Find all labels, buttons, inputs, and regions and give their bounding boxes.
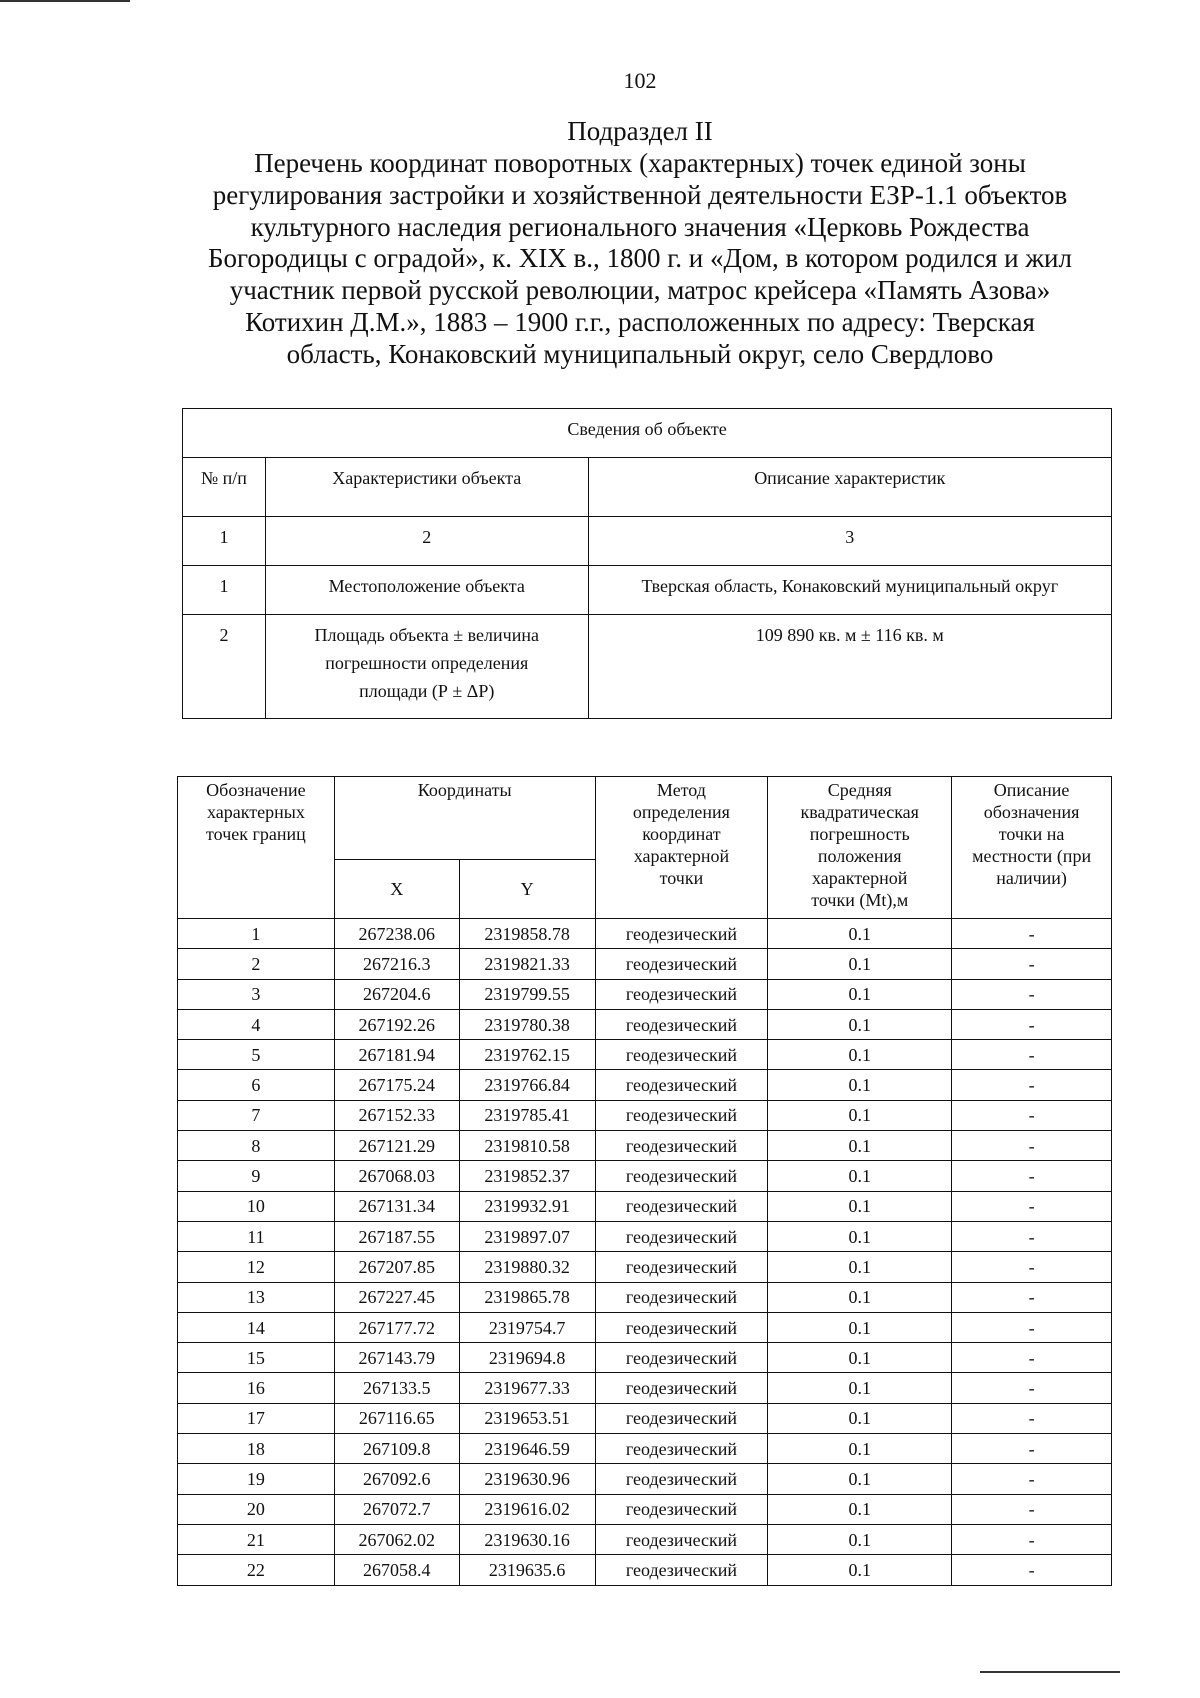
point-header	[178, 777, 335, 919]
error-value: 0.1	[768, 1161, 952, 1191]
header-line: характерной	[633, 846, 730, 866]
method-value: геодезический	[595, 1555, 768, 1585]
method-value: геодезический	[595, 1221, 768, 1251]
table-row	[178, 1282, 1112, 1312]
x-coordinate: 267062.02	[334, 1524, 459, 1554]
description-value: -	[952, 1282, 1112, 1312]
method-value: геодезический	[595, 1252, 768, 1282]
point-number: 1	[178, 919, 335, 949]
y-coordinate: 2319762.15	[459, 1040, 595, 1070]
point-number: 13	[178, 1282, 335, 1312]
header-line: Средняя	[827, 780, 892, 800]
table-row	[178, 919, 1112, 949]
method-value: геодезический	[595, 1434, 768, 1464]
document-heading	[178, 148, 1102, 371]
point-number: 14	[178, 1312, 335, 1342]
table-row	[183, 566, 1112, 615]
x-coordinate: 267116.65	[334, 1403, 459, 1433]
x-coordinate: 267181.94	[334, 1040, 459, 1070]
description-header	[952, 777, 1112, 919]
x-coordinate: 267058.4	[334, 1555, 459, 1585]
table-row	[178, 1040, 1112, 1070]
method-value: геодезический	[595, 1464, 768, 1494]
method-value: геодезический	[595, 1282, 768, 1312]
table-row	[178, 1131, 1112, 1161]
heading-line: область, Конаковский муниципальный округ, село Свердлово	[286, 338, 994, 369]
description-value: -	[952, 1161, 1112, 1191]
table-row	[178, 1494, 1112, 1524]
description-value: -	[952, 1040, 1112, 1070]
method-value: геодезический	[595, 1343, 768, 1373]
error-value: 0.1	[768, 1373, 952, 1403]
characteristic-description: 109 890 кв. м ± 116 кв. м	[588, 615, 1111, 719]
x-coordinate: 267131.34	[334, 1191, 459, 1221]
description-value: -	[952, 1191, 1112, 1221]
method-value: геодезический	[595, 1312, 768, 1342]
header-line: наличии)	[996, 868, 1067, 888]
error-value: 0.1	[768, 1464, 952, 1494]
header-line: положения	[817, 846, 902, 866]
description-value: -	[952, 1373, 1112, 1403]
heading-line: Котихин Д.М.», 1883 – 1900 г.г., расположенных по адресу: Тверская	[245, 306, 1035, 337]
error-value: 0.1	[768, 1100, 952, 1130]
column-number: 3	[588, 517, 1111, 566]
scan-edge-line	[0, 0, 130, 2]
column-header: № п/п	[183, 458, 266, 517]
header-line: точки на	[998, 824, 1065, 844]
y-coordinate: 2319865.78	[459, 1282, 595, 1312]
x-coordinate: 267175.24	[334, 1070, 459, 1100]
header-line: определения	[632, 802, 730, 822]
table-row	[178, 1464, 1112, 1494]
row-number: 1	[183, 566, 266, 615]
method-value: геодезический	[595, 919, 768, 949]
row-number: 2	[183, 615, 266, 719]
description-value: -	[952, 1312, 1112, 1342]
description-value: -	[952, 1464, 1112, 1494]
y-coordinate: 2319821.33	[459, 949, 595, 979]
table-row	[178, 1524, 1112, 1554]
x-coordinate: 267121.29	[334, 1131, 459, 1161]
characteristic-name-line: площади (Р ± ΔР)	[359, 681, 495, 701]
header-line: точки	[659, 868, 704, 888]
method-value: геодезический	[595, 1524, 768, 1554]
error-header	[768, 777, 952, 919]
point-number: 9	[178, 1161, 335, 1191]
table-row	[178, 1434, 1112, 1464]
error-value: 0.1	[768, 1131, 952, 1161]
error-value: 0.1	[768, 1343, 952, 1373]
x-coordinate: 267109.8	[334, 1434, 459, 1464]
description-value: -	[952, 1100, 1112, 1130]
y-coordinate: 2319616.02	[459, 1494, 595, 1524]
description-value: -	[952, 1434, 1112, 1464]
x-coordinate: 267152.33	[334, 1100, 459, 1130]
y-coordinate: 2319677.33	[459, 1373, 595, 1403]
error-value: 0.1	[768, 1312, 952, 1342]
point-number: 7	[178, 1100, 335, 1130]
header-line: характерных	[206, 802, 305, 822]
y-coordinate: 2319653.51	[459, 1403, 595, 1433]
error-value: 0.1	[768, 1040, 952, 1070]
description-value: -	[952, 1524, 1112, 1554]
coordinates-table	[177, 776, 1112, 1586]
column-number: 2	[265, 517, 588, 566]
description-value: -	[952, 1009, 1112, 1039]
header-line: обозначения	[983, 802, 1080, 822]
x-coordinate: 267216.3	[334, 949, 459, 979]
heading-line: участник первой русской революции, матрос крейсера «Память Азова»	[229, 275, 1051, 306]
y-coordinate: 2319897.07	[459, 1221, 595, 1251]
error-value: 0.1	[768, 979, 952, 1009]
description-value: -	[952, 1403, 1112, 1433]
description-value: -	[952, 919, 1112, 949]
method-value: геодезический	[595, 1403, 768, 1433]
x-coordinate: 267227.45	[334, 1282, 459, 1312]
header-line: Обозначение	[206, 780, 306, 800]
y-header: Y	[459, 860, 595, 919]
table-row	[178, 1070, 1112, 1100]
table-row	[178, 1343, 1112, 1373]
table-row	[178, 979, 1112, 1009]
description-value: -	[952, 1131, 1112, 1161]
point-number: 11	[178, 1221, 335, 1251]
heading-line: Перечень координат поворотных (характерных) точек единой зоны	[254, 148, 1026, 178]
error-value: 0.1	[768, 1555, 952, 1585]
object-info-table	[182, 408, 1112, 719]
method-value: геодезический	[595, 1161, 768, 1191]
method-value: геодезический	[595, 1040, 768, 1070]
point-number: 12	[178, 1252, 335, 1282]
error-value: 0.1	[768, 1009, 952, 1039]
header-line: квадратическая	[800, 802, 919, 822]
characteristic-name	[265, 615, 588, 719]
object-info-title: Сведения об объекте	[183, 409, 1112, 458]
point-number: 15	[178, 1343, 335, 1373]
header-line: точек границ	[206, 824, 306, 844]
table-row	[178, 1555, 1112, 1585]
y-coordinate: 2319852.37	[459, 1161, 595, 1191]
table-row	[183, 615, 1112, 719]
x-coordinate: 267192.26	[334, 1009, 459, 1039]
point-number: 2	[178, 949, 335, 979]
method-value: геодезический	[595, 1494, 768, 1524]
method-value: геодезический	[595, 1373, 768, 1403]
x-coordinate: 267133.5	[334, 1373, 459, 1403]
subsection-title: Подраздел II	[567, 116, 713, 146]
header-line: местности (при	[972, 846, 1092, 866]
x-header: X	[334, 860, 459, 919]
error-value: 0.1	[768, 1191, 952, 1221]
table-row	[178, 949, 1112, 979]
header-line: координат	[642, 824, 721, 844]
table-row	[178, 1373, 1112, 1403]
point-number: 21	[178, 1524, 335, 1554]
page-number: 102	[623, 68, 657, 93]
y-coordinate: 2319858.78	[459, 919, 595, 949]
error-value: 0.1	[768, 949, 952, 979]
point-number: 20	[178, 1494, 335, 1524]
coordinates-header: Координаты	[334, 777, 595, 860]
method-value: геодезический	[595, 1100, 768, 1130]
description-value: -	[952, 1555, 1112, 1585]
y-coordinate: 2319799.55	[459, 979, 595, 1009]
y-coordinate: 2319694.8	[459, 1343, 595, 1373]
x-coordinate: 267143.79	[334, 1343, 459, 1373]
error-value: 0.1	[768, 1282, 952, 1312]
characteristic-description: Тверская область, Конаковский муниципальный округ	[588, 566, 1111, 615]
point-number: 17	[178, 1403, 335, 1433]
x-coordinate: 267238.06	[334, 919, 459, 949]
y-coordinate: 2319785.41	[459, 1100, 595, 1130]
point-number: 18	[178, 1434, 335, 1464]
table-row	[178, 1312, 1112, 1342]
error-value: 0.1	[768, 1070, 952, 1100]
header-line: погрешность	[809, 824, 910, 844]
x-coordinate: 267207.85	[334, 1252, 459, 1282]
header-line: Описание	[993, 780, 1070, 800]
column-header: Характеристики объекта	[265, 458, 588, 517]
method-value: геодезический	[595, 1191, 768, 1221]
y-coordinate: 2319630.16	[459, 1524, 595, 1554]
point-number: 6	[178, 1070, 335, 1100]
error-value: 0.1	[768, 919, 952, 949]
characteristic-name: Местоположение объекта	[265, 566, 588, 615]
description-value: -	[952, 1343, 1112, 1373]
heading-line: Богородицы с оградой», к. XIX в., 1800 г. и «Дом, в котором родился и жил	[208, 243, 1072, 274]
point-number: 4	[178, 1009, 335, 1039]
x-coordinate: 267068.03	[334, 1161, 459, 1191]
error-value: 0.1	[768, 1434, 952, 1464]
column-header: Описание характеристик	[588, 458, 1111, 517]
point-number: 5	[178, 1040, 335, 1070]
heading-line: культурного наследия регионального значения «Церковь Рождества	[250, 211, 1030, 242]
table-row	[178, 1191, 1112, 1221]
point-number: 19	[178, 1464, 335, 1494]
y-coordinate: 2319932.91	[459, 1191, 595, 1221]
x-coordinate: 267072.7	[334, 1494, 459, 1524]
coordinates-body	[178, 919, 1112, 1586]
error-value: 0.1	[768, 1252, 952, 1282]
point-number: 22	[178, 1555, 335, 1585]
table-row	[178, 1100, 1112, 1130]
table-row	[178, 1009, 1112, 1039]
description-value: -	[952, 979, 1112, 1009]
description-value: -	[952, 1070, 1112, 1100]
y-coordinate: 2319766.84	[459, 1070, 595, 1100]
description-value: -	[952, 1494, 1112, 1524]
method-value: геодезический	[595, 1009, 768, 1039]
characteristic-name-line: Площадь объекта ± величина	[314, 625, 539, 645]
header-line: характерной	[812, 868, 908, 888]
point-number: 16	[178, 1373, 335, 1403]
method-header	[595, 777, 768, 919]
x-coordinate: 267092.6	[334, 1464, 459, 1494]
scan-edge-line	[980, 1671, 1120, 1673]
point-number: 10	[178, 1191, 335, 1221]
description-value: -	[952, 1252, 1112, 1282]
error-value: 0.1	[768, 1524, 952, 1554]
method-value: геодезический	[595, 1131, 768, 1161]
y-coordinate: 2319635.6	[459, 1555, 595, 1585]
description-value: -	[952, 949, 1112, 979]
table-row	[178, 1403, 1112, 1433]
y-coordinate: 2319780.38	[459, 1009, 595, 1039]
column-number: 1	[183, 517, 266, 566]
method-value: геодезический	[595, 979, 768, 1009]
table-row	[178, 1252, 1112, 1282]
point-number: 8	[178, 1131, 335, 1161]
error-value: 0.1	[768, 1494, 952, 1524]
y-coordinate: 2319630.96	[459, 1464, 595, 1494]
table-row	[178, 1221, 1112, 1251]
heading-line: регулирования застройки и хозяйственной деятельности ЕЗР-1.1 объектов	[212, 179, 1068, 210]
y-coordinate: 2319880.32	[459, 1252, 595, 1282]
error-value: 0.1	[768, 1403, 952, 1433]
x-coordinate: 267204.6	[334, 979, 459, 1009]
y-coordinate: 2319754.7	[459, 1312, 595, 1342]
characteristic-name-line: погрешности определения	[325, 653, 529, 673]
header-line: точки (Mt),м	[811, 890, 909, 910]
error-value: 0.1	[768, 1221, 952, 1251]
y-coordinate: 2319810.58	[459, 1131, 595, 1161]
x-coordinate: 267187.55	[334, 1221, 459, 1251]
table-row	[178, 1161, 1112, 1191]
y-coordinate: 2319646.59	[459, 1434, 595, 1464]
x-coordinate: 267177.72	[334, 1312, 459, 1342]
method-value: геодезический	[595, 1070, 768, 1100]
description-value: -	[952, 1221, 1112, 1251]
header-line: Метод	[656, 780, 706, 800]
method-value: геодезический	[595, 949, 768, 979]
point-number: 3	[178, 979, 335, 1009]
